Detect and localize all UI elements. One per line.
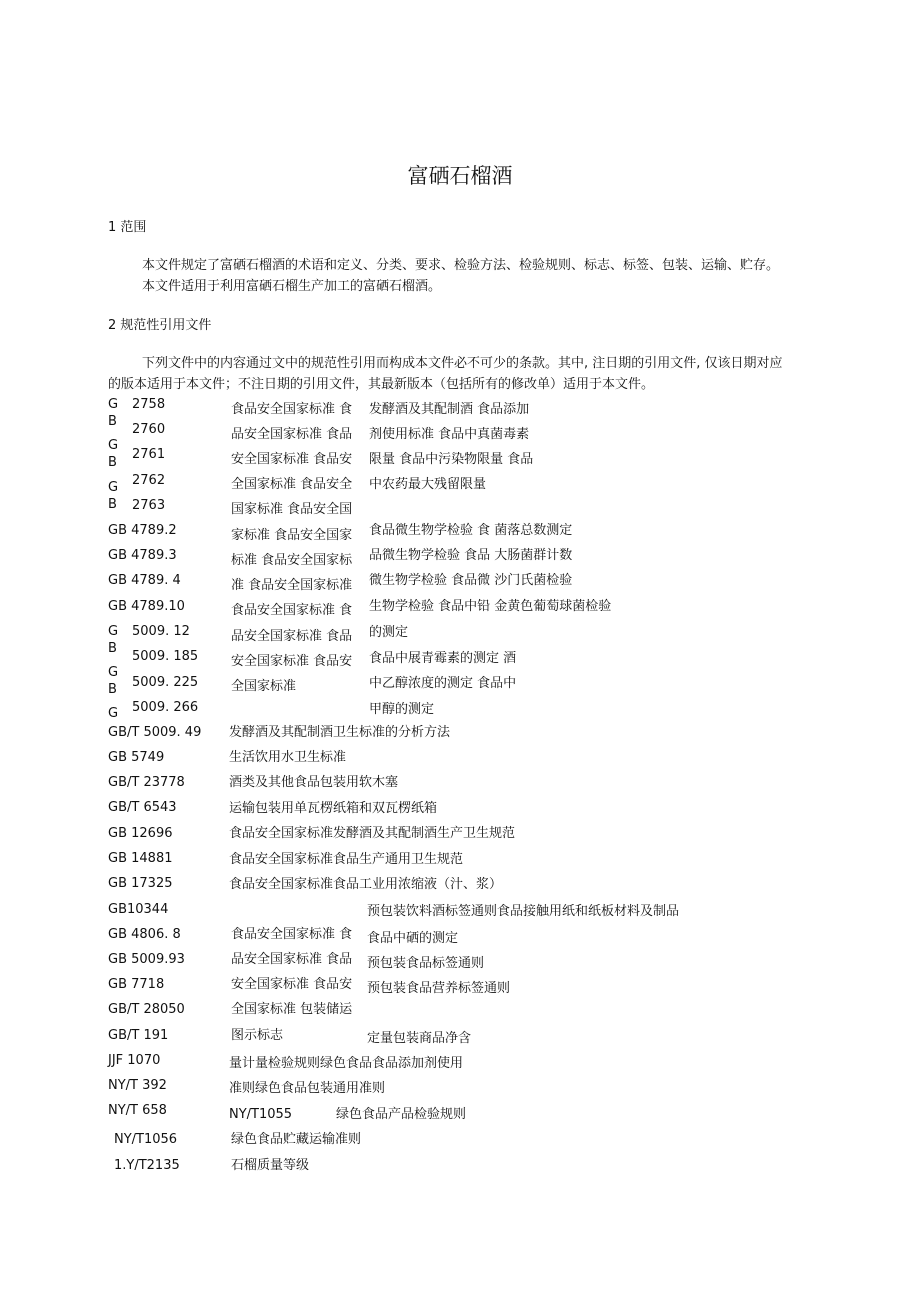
ref-title-fragment: 食品安全国家标准 食 — [231, 603, 353, 618]
ref-code-letter: B — [108, 682, 117, 697]
ref-title-fragment: 微生物学检验 食品微 沙门氏菌检验 — [369, 573, 573, 588]
ref-title: 发酵酒及其配制酒卫生标准的分析方法 — [229, 725, 451, 740]
ref-title: 预包装饮料酒标签通则食品接触用纸和纸板材料及制品 — [367, 904, 680, 919]
ref-code: NY/T1055 — [229, 1107, 293, 1122]
ref-code-letter: B — [108, 497, 117, 512]
ref-title: 食品安全国家标准食品生产通用卫生规范 — [229, 852, 464, 867]
ref-title-fragment: 全国家标准 包装储运 — [231, 1002, 353, 1017]
ref-code-letter: G — [108, 624, 119, 639]
ref-code: GB/T 28050 — [108, 1002, 185, 1017]
ref-title-fragment: 的测定 — [369, 625, 409, 640]
ref-title: 石榴质量等级 — [231, 1158, 310, 1173]
ref-code: GB 14881 — [108, 851, 173, 866]
ref-title-fragment: 图示标志 — [231, 1028, 284, 1043]
ref-title-fragment: 定量包装商品净含 — [367, 1031, 472, 1046]
ref-title-fragment: 食品安全国家标准 食 — [231, 927, 353, 942]
ref-code: GB10344 — [108, 902, 169, 917]
ref-title: 生活饮用水卫生标准 — [229, 750, 347, 765]
ref-code: GB 5749 — [108, 750, 165, 765]
ref-title-fragment: 准 食品安全国家标准 — [231, 578, 353, 593]
section-1-heading: 1 范围 — [108, 220, 147, 235]
ref-title-fragment: 预包装食品标签通则 — [367, 956, 485, 971]
ref-title-fragment: 安全国家标准 食品安 — [231, 654, 353, 669]
ref-code-letter: G — [108, 707, 119, 718]
ref-title: 绿色食品贮藏运输准则 — [231, 1132, 362, 1147]
ref-code: GB/T 191 — [108, 1028, 169, 1043]
ref-code: 2758 — [132, 397, 166, 412]
ref-title-fragment: 食品微生物学检验 食 菌落总数测定 — [369, 523, 573, 538]
ref-code-letter: G — [108, 665, 119, 680]
ref-code-letter: B — [108, 641, 117, 656]
ref-title-fragment: 限量 食品中污染物限量 食品 — [369, 452, 534, 467]
references-intro-line-1: 下列文件中的内容通过文中的规范性引用而构成本文件必不可少的条款。其中, 注日期的引用文件, 仅该日期对应 — [142, 356, 783, 371]
ref-title-fragment: 量计量检验规则绿色食品食品添加剂使用 — [229, 1056, 464, 1071]
ref-title-fragment: 食品安全国家标准 食 — [231, 402, 353, 417]
ref-title-fragment: 安全国家标准 食品安 — [231, 977, 353, 992]
ref-title: 酒类及其他食品包装用软木塞 — [229, 775, 399, 790]
ref-title-fragment: 品安全国家标准 食品 — [231, 629, 353, 644]
ref-code-letter: B — [108, 414, 117, 429]
ref-title-fragment: 中乙醇浓度的测定 食品中 — [369, 676, 517, 691]
ref-title-fragment: 标准 食品安全国家标 — [231, 553, 353, 568]
ref-code-letter: G — [108, 397, 119, 412]
ref-code: GB 5009.93 — [108, 952, 185, 967]
ref-code: GB 4806. 8 — [108, 927, 181, 942]
ref-code: GB 4789.10 — [108, 599, 185, 614]
ref-title-fragment: 品微生物学检验 食品 大肠菌群计数 — [369, 548, 573, 563]
references-intro-line-2: 的版本适用于本文件；不注日期的引用文件，其最新版本（包括所有的修改单）适用于本文件。 — [108, 377, 655, 392]
ref-code: GB 17325 — [108, 876, 173, 891]
document-title: 富硒石榴酒 — [407, 164, 513, 188]
ref-code-letter: G — [108, 438, 119, 453]
ref-title: 绿色食品产品检验规则 — [336, 1107, 467, 1122]
ref-code: 1.Y/T2135 — [114, 1158, 180, 1173]
ref-title-fragment: 剂使用标准 食品中真菌毒素 — [369, 427, 530, 442]
ref-title-fragment: 食品中展青霉素的测定 酒 — [369, 651, 517, 666]
ref-code-letter: B — [108, 455, 117, 470]
ref-title-fragment: 准则绿色食品包装通用准则 — [229, 1081, 386, 1096]
ref-title-fragment: 家标准 食品安全国家 — [231, 528, 353, 543]
ref-code: 2762 — [132, 473, 166, 488]
ref-code: JJF 1070 — [108, 1053, 161, 1068]
ref-title-fragment: 甲醇的测定 — [369, 702, 435, 717]
ref-code: 5009. 266 — [132, 700, 199, 715]
ref-title-fragment: 发酵酒及其配制酒 食品添加 — [369, 402, 530, 417]
ref-title-fragment: 预包装食品营养标签通则 — [367, 981, 511, 996]
ref-title-fragment: 全国家标准 食品安全 — [231, 477, 353, 492]
ref-title-fragment: 中农药最大残留限量 — [369, 477, 487, 492]
ref-code: 5009. 12 — [132, 624, 190, 639]
ref-code: GB/T 23778 — [108, 775, 185, 790]
ref-code-letter: G — [108, 480, 119, 495]
ref-code: GB/T 5009. 49 — [108, 725, 202, 740]
ref-code: NY/T 392 — [108, 1078, 167, 1093]
ref-title-fragment: 全国家标准 — [231, 679, 297, 694]
ref-code: 2760 — [132, 422, 166, 437]
ref-code: GB 12696 — [108, 826, 173, 841]
ref-title-fragment: 品安全国家标准 食品 — [231, 952, 353, 967]
ref-code: 2763 — [132, 498, 166, 513]
scope-line-1: 本文件规定了富硒石榴酒的术语和定义、分类、要求、检验方法、检验规则、标志、标签、包装、运输、贮存。 — [142, 258, 780, 273]
ref-title-fragment: 安全国家标准 食品安 — [231, 452, 353, 467]
ref-code: NY/T 658 — [108, 1103, 167, 1118]
ref-code: 5009. 185 — [132, 649, 199, 664]
ref-title: 食品安全国家标准发酵酒及其配制酒生产卫生规范 — [229, 826, 516, 841]
ref-code: GB 4789.2 — [108, 523, 177, 538]
section-2-heading: 2 规范性引用文件 — [108, 318, 212, 333]
ref-code: GB/T 6543 — [108, 800, 177, 815]
ref-title: 食品安全国家标准食品工业用浓缩液（汁、浆） — [229, 877, 503, 892]
ref-code: NY/T1056 — [114, 1132, 178, 1147]
ref-title-fragment: 生物学检验 食品中铅 金黄色葡萄球菌检验 — [369, 599, 612, 614]
ref-code: 5009. 225 — [132, 675, 199, 690]
ref-title: 运输包装用单瓦楞纸箱和双瓦楞纸箱 — [229, 801, 438, 816]
scope-line-2: 本文件适用于利用富硒石榴生产加工的富硒石榴酒。 — [142, 279, 442, 294]
ref-code: GB 4789.3 — [108, 548, 177, 563]
ref-title-fragment: 品安全国家标准 食品 — [231, 427, 353, 442]
ref-code: 2761 — [132, 447, 166, 462]
ref-code: GB 4789. 4 — [108, 573, 181, 588]
ref-code: GB 7718 — [108, 977, 165, 992]
ref-title-fragment: 国家标准 食品安全国 — [231, 502, 353, 517]
ref-title-fragment: 食品中硒的测定 — [367, 931, 459, 946]
